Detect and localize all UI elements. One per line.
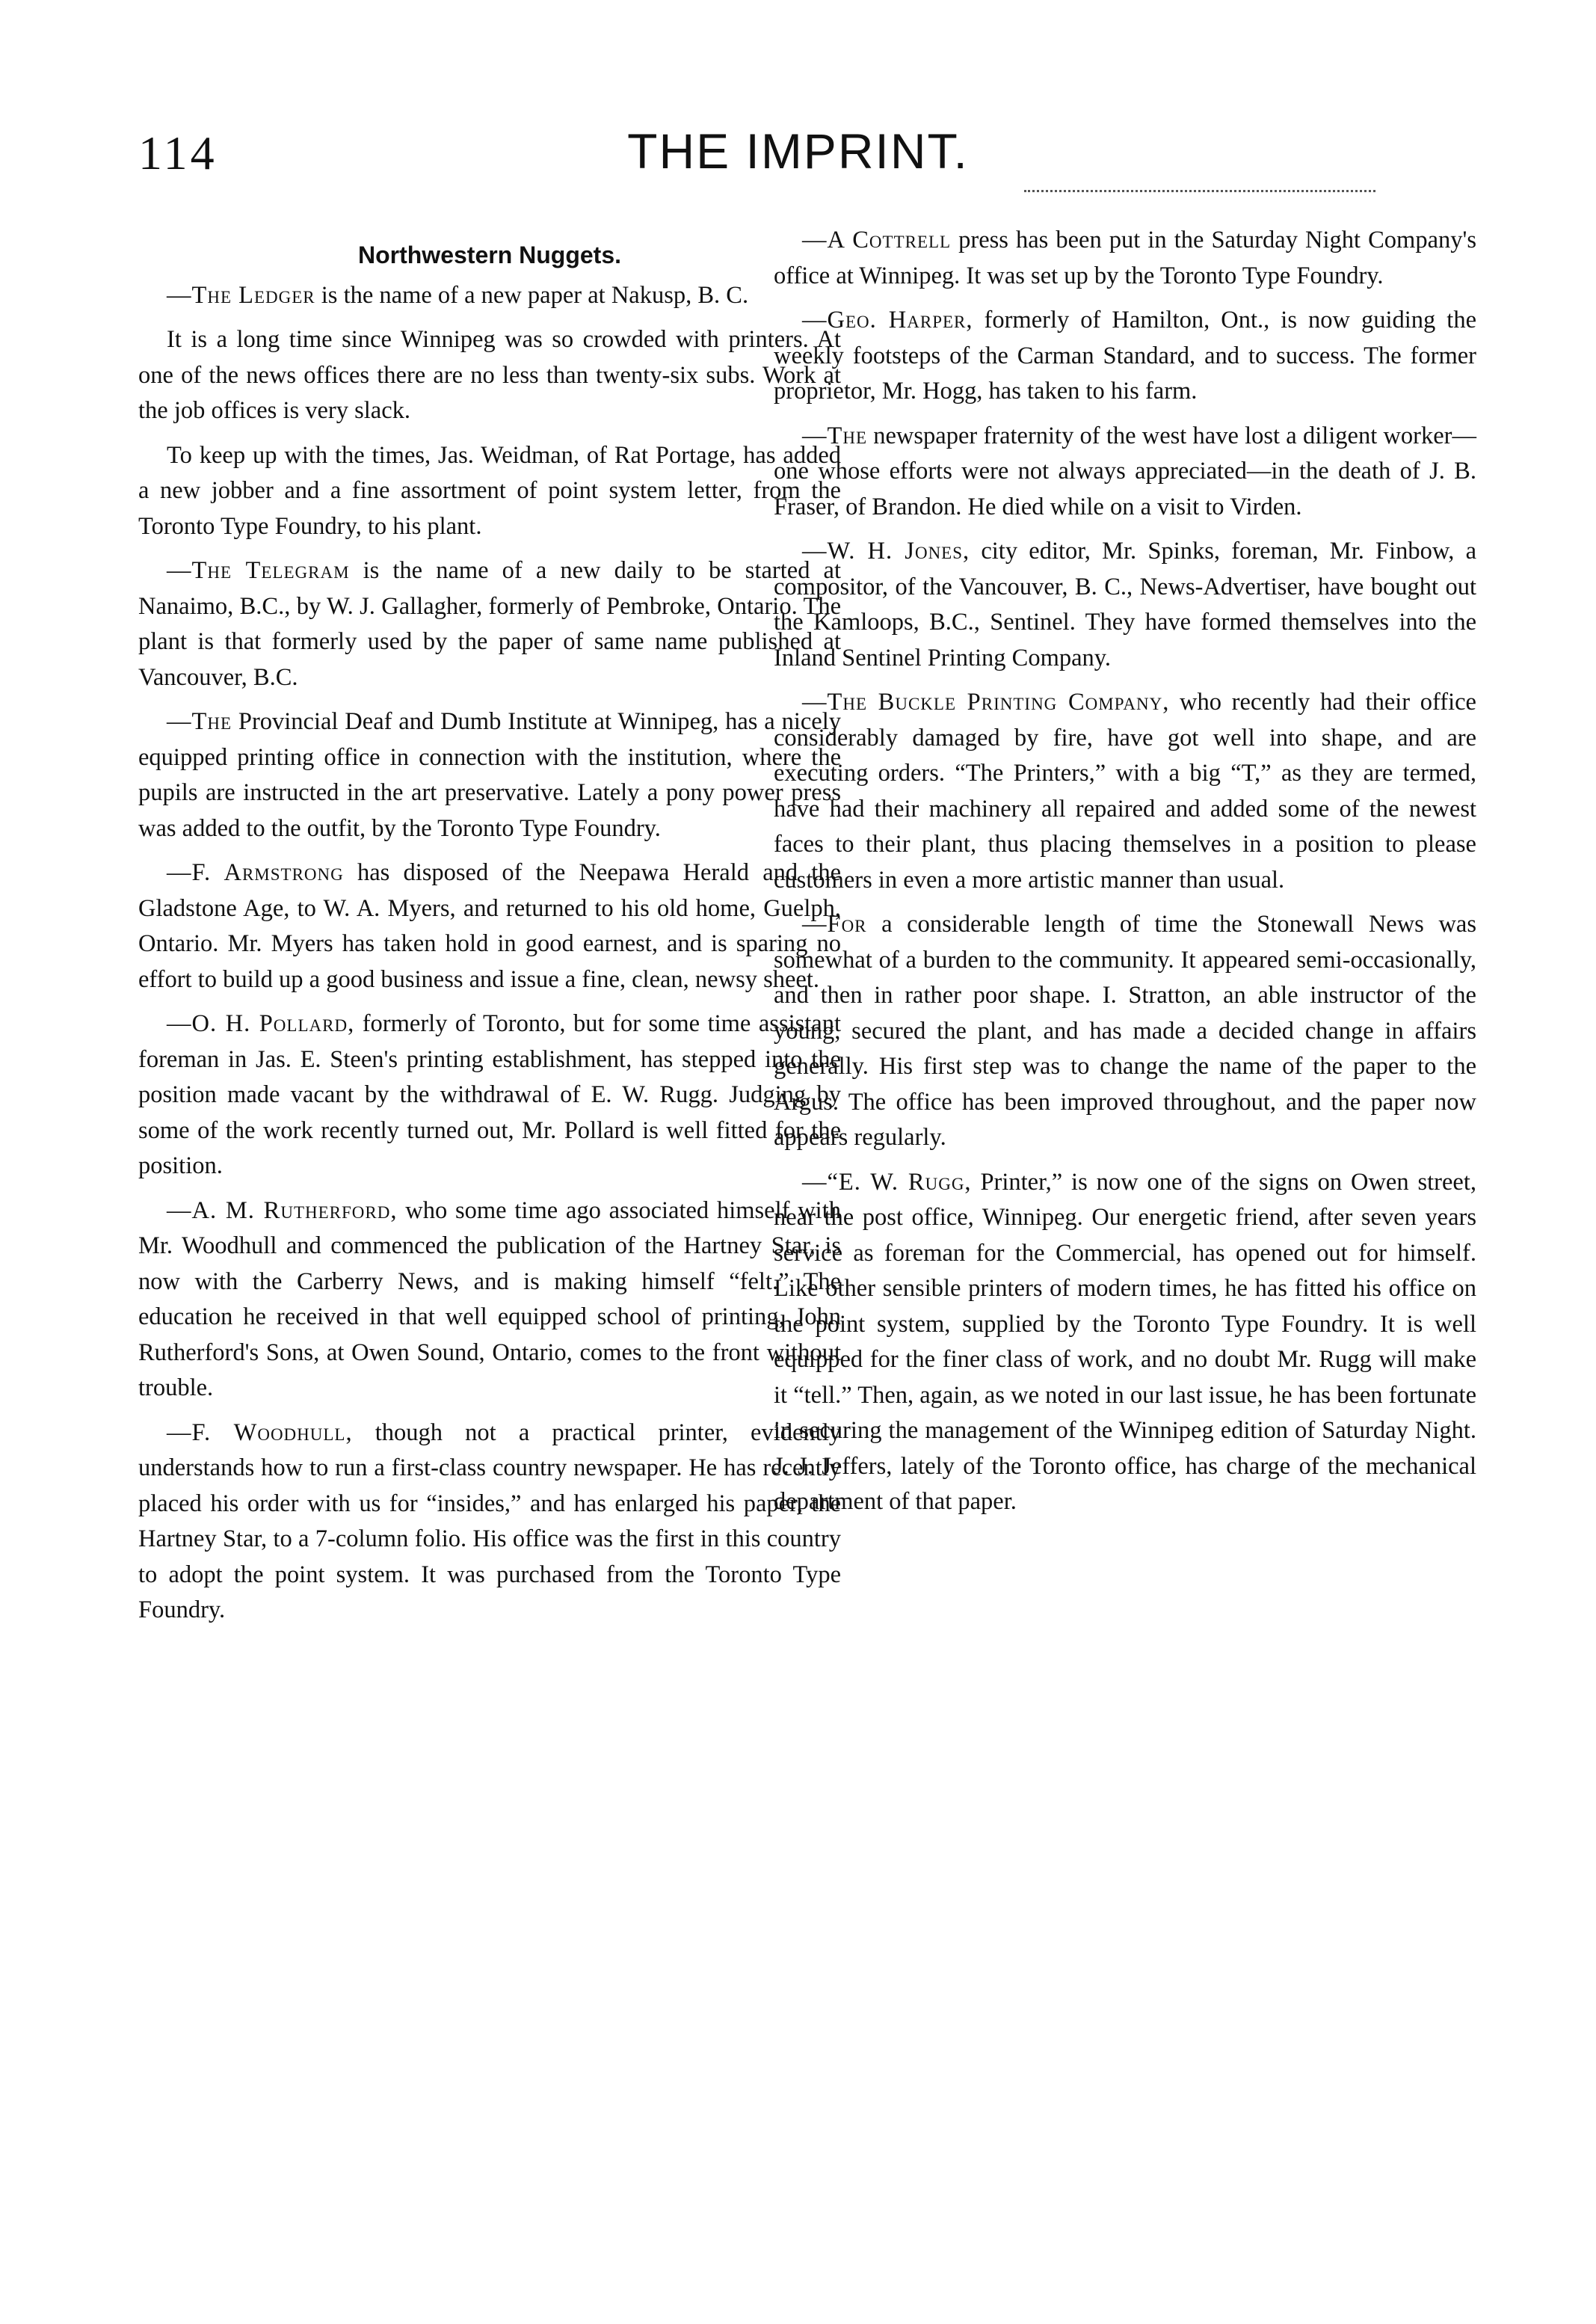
page-number: 114	[138, 126, 218, 179]
article-paragraph	[138, 704, 841, 846]
article-paragraph	[774, 685, 1476, 898]
paragraph-lead: —“E. W. Rugg,	[802, 1168, 972, 1196]
paragraph-text: newspaper fraternity of the west have lost a diligent worker—one whose efforts were not always appreciated—in the death of J. B. Fraser, of Brandon. He died while on a visit to Virden.	[774, 422, 1476, 520]
paragraph-lead: —The Buckle Printing Company,	[802, 689, 1170, 716]
running-title: THE IMPRINT.	[627, 123, 969, 179]
article-paragraph	[774, 534, 1476, 676]
paragraph-text: formerly of Toronto, but for some time assistant foreman in Jas. E. Steen's printing establishment, has stepped into the position made vacant by the withdrawal of E. W. Rugg. Judging by some of the work recently turned out, Mr. Pollard is well fitted for the position.	[138, 1010, 841, 1179]
paragraph-lead: —The	[802, 422, 868, 449]
paragraph-lead: —A. M. Rutherford,	[167, 1196, 398, 1224]
article-paragraph	[138, 438, 841, 545]
header-rule	[1024, 190, 1375, 192]
paragraph-text: To keep up with the times, Jas. Weidman, of Rat Portage, has added a new jobber and a fine assortment of point system letter, from the Toronto Type Foundry, to his plant.	[138, 441, 841, 540]
paragraph-text: formerly of Hamilton, Ont., is now guiding the weekly footsteps of the Carman Standard, and to success. The former proprietor, Mr. Hogg, has taken to his farm.	[774, 307, 1477, 405]
paragraph-text: city editor, Mr. Spinks, foreman, Mr. Finbow, a compositor, of the Vancouver, B. C., News-Advertiser, have bought out the Kamloops, B.C., Sentinel. They have formed themselves into the Inland Sentinel Printing Company.	[774, 538, 1477, 671]
paragraph-lead: —For	[802, 911, 867, 938]
article-paragraph	[138, 1415, 841, 1629]
article-paragraph	[138, 278, 841, 314]
paragraph-text: who recently had their office considerably damaged by fire, have got well into shape, and are executing orders. “The Printers,” with a big “T,” as they are termed, have had their machinery all repaired and added some of the newest faces to their plant, thus placing themselves in a position to please customers in even a more artistic manner than usual.	[774, 689, 1476, 894]
paragraph-lead: —The	[167, 708, 232, 735]
paragraph-lead: —A Cottrell	[802, 227, 952, 253]
paragraph-text: Printer,” is now one of the signs on Owen street, near the post office, Winnipeg. Our energetic friend, after seven years service as foreman for the Commercial, has opened out for himself. Like other sensible printers of modern times, he has fitted his office on the point system, supplied by the Toronto Type Foundry. It is well equipped for the finer class of work, and no doubt Mr. Rugg will make it “tell.” Then, again, as we noted in our last issue, he has been fortunate in securing the management of the Winnipeg edition of Saturday Night. J. J. Jeffers, lately of the Toronto office, has charge of the mechanical department of that paper.	[774, 1168, 1477, 1515]
article-paragraph	[138, 322, 841, 429]
paragraph-lead: —O. H. Pollard,	[167, 1010, 355, 1037]
right-paragraphs	[774, 223, 1476, 1520]
paragraph-text: It is a long time since Winnipeg was so crowded with printers. At one of the news offices there are no less than twenty-six subs. Work at the job offices is very slack.	[138, 326, 841, 424]
paragraph-text: is the name of a new daily to be started at Nanaimo, B.C., by W. J. Gallagher, formerly of Pembroke, Ontario. The plant is that formerly used by the paper of same name published at Vancouver, B.C.	[138, 557, 841, 691]
paragraph-lead: —F. Armstrong	[167, 859, 344, 886]
paragraph-text: who some time ago associated himself with Mr. Woodhull and commenced the publication of the Hartney Star, is now with the Carberry News, and is making himself “felt.” The education he received in that well equipped school of printing, John Rutherford's Sons, at Owen Sound, Ontario, comes to the front without trouble.	[138, 1196, 841, 1401]
article-paragraph	[774, 907, 1476, 1156]
left-column	[138, 223, 841, 1638]
paragraph-lead: —The Telegram	[167, 557, 350, 584]
article-paragraph	[138, 855, 841, 997]
paragraph-text: Provincial Deaf and Dumb Institute at Winnipeg, has a nicely equipped printing office in connection with the institution, where the pupils are instructed in the art preservative. Lately a pony power press was added to the outfit, by the Toronto Type Foundry.	[138, 708, 841, 842]
section-heading: Northwestern Nuggets.	[357, 242, 622, 268]
article-paragraph	[138, 553, 841, 695]
article-paragraph	[774, 303, 1476, 410]
article-paragraph	[138, 1006, 841, 1184]
right-column	[774, 223, 1476, 1529]
article-paragraph	[774, 419, 1476, 526]
paragraph-lead: —F. Woodhull,	[167, 1418, 353, 1446]
article-paragraph	[138, 1193, 841, 1407]
article-paragraph	[774, 223, 1476, 294]
paragraph-text: is the name of a new paper at Nakusp, B. C.	[315, 281, 749, 309]
paragraph-text: press has been put in the Saturday Night Company's office at Winnipeg. It was set up by the Toronto Type Foundry.	[774, 227, 1476, 289]
paragraph-lead: —Geo. Harper,	[802, 307, 973, 333]
paragraph-lead: —The Ledger	[167, 281, 315, 309]
paragraph-lead: —W. H. Jones,	[802, 538, 970, 565]
paragraph-text: a considerable length of time the Stonewall News was somewhat of a burden to the community. It appeared semi-occasionally, and then in rather poor shape. I. Stratton, an able instructor of the young, secured the plant, and has made a decided change in affairs generally. His first step was to change the name of the paper to the Argus. The office has been improved throughout, and the paper now appears regularly.	[774, 911, 1476, 1151]
left-paragraphs	[138, 278, 841, 1629]
article-paragraph	[774, 1165, 1476, 1520]
paragraph-text: though not a practical printer, evidently understands how to run a first-class country newspaper. He has recently placed his order with us for “insides,” and has enlarged his paper, the Hartney Star, to a 7-column folio. His office was the first in this country to adopt the point system. It was purchased from the Toronto Type Foundry.	[138, 1418, 841, 1623]
paragraph-text: has disposed of the Neepawa Herald and the Gladstone Age, to W. A. Myers, and returned to his old home, Guelph, Ontario. Mr. Myers has taken hold in good earnest, and is sparing no effort to build up a good business and issue a fine, clean, newsy sheet.	[138, 859, 842, 993]
